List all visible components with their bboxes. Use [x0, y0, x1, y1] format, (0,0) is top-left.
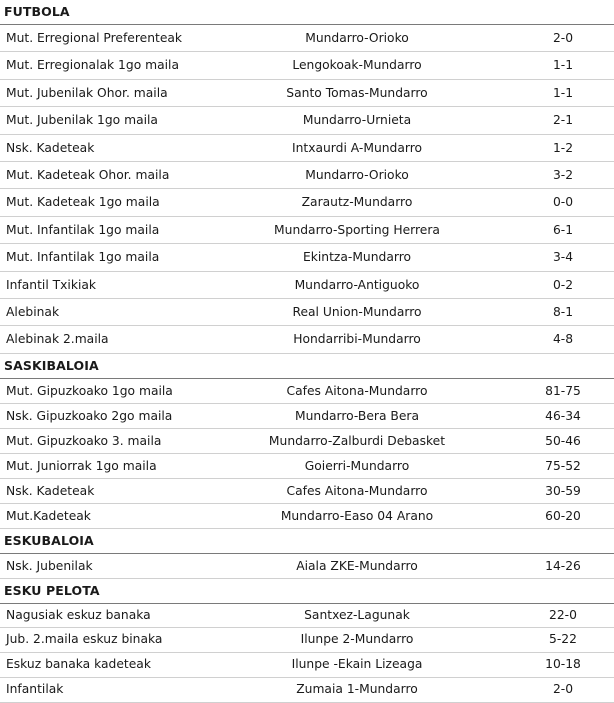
result-row — [0, 604, 614, 629]
match-cell: Lengokoak-Mundarro — [292, 58, 422, 73]
category-cell: Mut. Erregionalak 1go maila — [6, 58, 180, 73]
result-row — [0, 504, 614, 529]
category-cell: Alebinak — [6, 304, 60, 319]
result-row — [0, 678, 614, 703]
result-row — [0, 135, 614, 162]
result-row — [0, 379, 614, 404]
score-cell: 3-4 — [552, 250, 574, 265]
category-cell: Nagusiak eskuz banaka — [6, 607, 151, 622]
match-cell: Cafes Aitona-Mundarro — [286, 483, 428, 498]
category-cell: Eskuz banaka kadeteak — [6, 657, 151, 672]
match-cell: Intxaurdi A-Mundarro — [291, 140, 423, 155]
section-esku-pelota — [0, 579, 614, 703]
section-title: FUTBOLA — [0, 0, 614, 25]
match-cell: Santo Tomas-Mundarro — [286, 85, 428, 100]
match-cell: Aiala ZKE-Mundarro — [296, 558, 418, 573]
section-title: ESKU PELOTA — [0, 579, 614, 604]
category-cell: Mut. Juniorrak 1go maila — [6, 458, 157, 473]
result-row — [0, 217, 614, 244]
score-cell: 1-2 — [552, 140, 574, 155]
result-row — [0, 454, 614, 479]
category-cell: Mut. Gipuzkoako 3. maila — [6, 433, 162, 448]
category-cell: Mut. Erregional Preferenteak — [6, 31, 183, 45]
match-cell: Goierri-Mundarro — [304, 458, 410, 473]
category-cell: Mut. Infantilak 1go maila — [6, 222, 160, 237]
category-cell: Mut. Jubenilak Ohor. maila — [6, 85, 168, 100]
result-row — [0, 429, 614, 454]
result-row — [0, 272, 614, 299]
category-cell: Nsk. Gipuzkoako 2go maila — [6, 408, 173, 423]
score-cell: 30-59 — [545, 483, 581, 498]
section-title: ESKUBALOIA — [0, 529, 614, 554]
match-cell: Real Union-Mundarro — [292, 304, 422, 319]
result-row — [0, 52, 614, 79]
match-cell: Santxez-Lagunak — [304, 607, 410, 622]
score-cell: 60-20 — [545, 508, 581, 523]
score-cell: 0-2 — [552, 277, 574, 292]
category-cell: Mut. Infantilak 1go maila — [6, 250, 160, 265]
match-cell: Mundarro-Easo 04 Arano — [280, 508, 434, 523]
score-cell: 4-8 — [552, 332, 574, 347]
match-cell: Mundarro-Urnieta — [302, 113, 412, 128]
match-cell: Hondarribi-Mundarro — [293, 332, 421, 347]
result-row — [0, 404, 614, 429]
score-cell: 2-0 — [552, 31, 574, 45]
score-cell: 8-1 — [552, 304, 574, 319]
score-cell: 3-2 — [552, 167, 574, 182]
score-cell: 10-18 — [545, 657, 581, 672]
score-cell: 2-0 — [552, 682, 574, 697]
result-row — [0, 80, 614, 107]
match-cell: Zarautz-Mundarro — [301, 195, 413, 210]
score-cell: 14-26 — [545, 558, 581, 573]
score-cell: 22-0 — [549, 607, 577, 622]
category-cell: Nsk. Kadeteak — [6, 483, 95, 498]
score-cell: 75-52 — [545, 458, 581, 473]
score-cell: 2-1 — [552, 113, 574, 128]
category-cell: Nsk. Jubenilak — [6, 558, 93, 573]
match-cell: Mundarro-Orioko — [305, 31, 409, 45]
score-cell: 1-1 — [552, 58, 574, 73]
result-row — [0, 299, 614, 326]
category-cell: Mut. Gipuzkoako 1go maila — [6, 383, 173, 398]
result-row — [0, 189, 614, 216]
match-cell: Cafes Aitona-Mundarro — [286, 383, 428, 398]
score-cell: 81-75 — [545, 383, 581, 398]
result-row — [0, 244, 614, 271]
result-row — [0, 628, 614, 653]
result-row — [0, 25, 614, 52]
match-cell: Ekintza-Mundarro — [302, 250, 412, 265]
category-cell: Nsk. Kadeteak — [6, 140, 95, 155]
score-cell: 50-46 — [545, 433, 581, 448]
section-eskubaloia — [0, 529, 614, 579]
match-cell: Mundarro-Antiguoko — [294, 277, 420, 292]
category-cell: Mut. Jubenilak 1go maila — [6, 113, 158, 128]
score-cell: 46-34 — [545, 408, 581, 423]
category-cell: Alebinak 2.maila — [6, 332, 109, 347]
result-row — [0, 554, 614, 579]
score-cell: 5-22 — [549, 632, 577, 647]
match-cell: Zumaia 1-Mundarro — [296, 682, 418, 697]
category-cell: Infantil Txikiak — [6, 277, 97, 292]
match-cell: Mundarro-Sporting Herrera — [274, 222, 440, 237]
result-row — [0, 326, 614, 353]
match-cell: Ilunpe -Ekain Lizeaga — [291, 657, 423, 672]
match-cell: Ilunpe 2-Mundarro — [300, 632, 414, 647]
score-cell: 6-1 — [552, 222, 574, 237]
result-row — [0, 653, 614, 678]
category-cell: Mut. Kadeteak Ohor. maila — [6, 167, 170, 182]
result-row — [0, 162, 614, 189]
section-saskibaloia — [0, 354, 614, 529]
result-row — [0, 107, 614, 134]
category-cell: Infantilak — [6, 682, 64, 697]
match-cell: Mundarro-Orioko — [305, 167, 409, 182]
category-cell: Mut.Kadeteak — [6, 508, 91, 523]
category-cell: Jub. 2.maila eskuz binaka — [6, 632, 163, 647]
section-title: SASKIBALOIA — [0, 354, 614, 379]
score-cell: 0-0 — [552, 195, 574, 210]
category-cell: Mut. Kadeteak 1go maila — [6, 195, 160, 210]
result-row — [0, 479, 614, 504]
match-cell: Mundarro-Bera Bera — [294, 408, 420, 423]
score-cell: 1-1 — [552, 85, 574, 100]
match-cell: Mundarro-Zalburdi Debasket — [268, 433, 446, 448]
